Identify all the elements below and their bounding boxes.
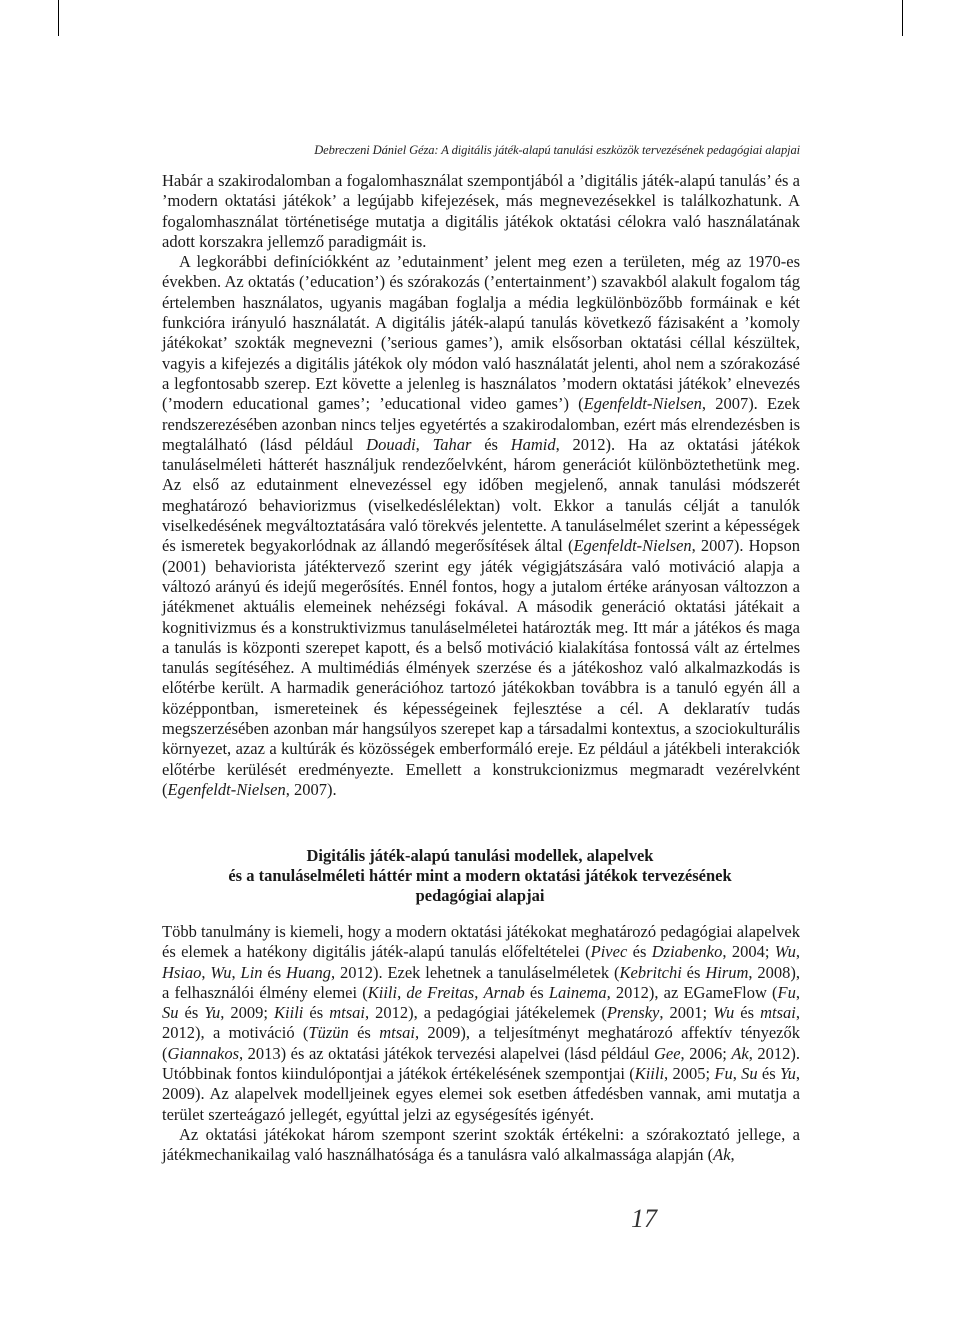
section-1-text [162, 171, 800, 800]
citation-name: Wu [210, 962, 232, 982]
citation-name: Kiili [367, 982, 398, 1002]
citation-name: Hirum [705, 962, 749, 982]
citation-name: Hsiao [162, 962, 202, 982]
section-heading [160, 846, 800, 906]
citation-name: Tüzün [308, 1023, 349, 1043]
citation-name: Egenfeldt-Nielsen [583, 394, 702, 414]
section-heading-line: és a tanuláselméleti háttér mint a modern oktatási játékok tervezésének [228, 866, 732, 885]
section-heading-line: pedagógiai alapjai [415, 886, 545, 905]
citation-name: Douadi [366, 434, 416, 454]
citation-name: Lainema [548, 982, 607, 1002]
citation-name: Kiili [274, 1003, 304, 1023]
citation-name: Pivec [590, 942, 628, 962]
citation-name: mtsai [760, 1003, 796, 1023]
citation-name: Arnab [483, 982, 525, 1002]
citation-name: Su [162, 1003, 179, 1023]
citation-name: Wu [713, 1003, 735, 1023]
citation-name: de Freitas [406, 982, 475, 1002]
page-number: 17 [631, 1204, 657, 1233]
citation-name: mtsai [379, 1023, 415, 1043]
citation-name: Prensky [606, 1003, 660, 1023]
citation-name: Yu [204, 1003, 221, 1023]
running-header: Debreczeni Dániel Géza: A digitális játék-alapú tanulási eszközök tervezésének pedagógiai alapjai [314, 143, 800, 157]
citation-name: Tahar [432, 434, 472, 454]
citation-name: Ak [713, 1145, 731, 1165]
citation-name: Hamid [510, 434, 556, 454]
citation-name: Yu [779, 1064, 796, 1084]
citation-name: Lin [240, 962, 263, 982]
citation-name: Egenfeldt-Nielsen [167, 779, 286, 799]
citation-name: Gee [653, 1043, 681, 1063]
citation-name: Ak [731, 1043, 749, 1063]
citation-name: Su [741, 1064, 758, 1084]
paragraph: Habár a szakirodalomban a fogalomhasználat szempontjából a ’digitális játék-alapú tanulás’ és a ’modern oktatási játékok’ a legújabb kifejezések, más megnevezésekkel is találkozhatunk. A fogalomhasználat történetisége mutatja a digitális játékok oktatási célokra való használatának adott korszakra jellemző paradigmáit is. [162, 171, 800, 251]
citation-name: Fu [777, 982, 796, 1002]
citation-name: Kiili [634, 1064, 665, 1084]
citation-name: Egenfeldt-Nielsen [573, 536, 692, 556]
citation-name: Dziabenko [651, 942, 723, 962]
paragraph: A legkorábbi definíciókként az ’edutainment’ jelent meg ezen a területen, még az 1970-es években. Az oktatás (’education’) és szórakozás (’entertainment’) szavakból alakult fogalom tág értelemben használatos, ugyanis magában foglalja a média legkülönbözőbb formáinak e két funkcióra irányuló használatát. A digitális játék-alapú tanulás következő fázisaként a ’komoly játékokat’ szokták megnevezni (’serious games’), amik elsősorban oktatási céllal készültek, vagyis a kifejezés a digitális játékok oly módon való használatát jelenti, ahol nem a szórakozásé a legfontosabb szerep. Ezt követte a jelenleg is használatos ’modern oktatási játékok’ elnevezés (’modern educational games’; ’educational video games’) (Egenfeldt-Nielsen, 2007). Ezek rendszerezésében azonban nincs teljes egyetértés a szakirodalomban, ezért más elrendezésben is megtalálható (lásd például Douadi, Tahar és Hamid, 2012). Ha az oktatási játékok tanuláselméleti hátterét használjuk rendezőelvként, három generációt különböztethetünk meg. Az első az edutainment elnevezéssel egy időben megjelenő, annak tanulási módszerét meghatározó behaviorizmus (viselkedéslélektan) volt. Ekkor a tanulás célját a tanulók viselkedésének megváltoztatására való törekvés jelentette. A tanuláselmélet szerint a képességek és ismeretek begyakorlódnak az állandó megerősítések által (Egenfeldt-Nielsen, 2007). Hopson (2001) behaviorista játéktervező szerint egy játék végigjátszására való motiváció alapja a változó arányú és idejű megerősítés. Ennél fontos, hogy a jutalom értéke arányosan változzon a játékmenet aktuális elemeinek nehézségi fokával. A második generáció oktatási játékait a kognitivizmus és a konstruktivizmus tanuláselméletei határozták meg. Itt már a játékos és maga a tanulás is központi szerepet kapott, és a belső motiváció kialakítása fontossá vált az értelmes tanulás segítéséhez. A multimédiás élmények szerzése és a játékoshoz való alkalmazkodás is előtérbe került. A harmadik generációhoz tartozó játékokban továbbra is a tanuló egyén áll a középpontban, ismereteinek és képességeinek fejlesztése a cél. A deklaratív tudás megszerzésében azonban már hangsúlyos szerepet kap a társadalmi kontextus, a szociokulturális környezet, azaz a kultúrák és közösségek emberformáló ereje. Ez például a játékbeli interakciók előtérbe kerülését eredményezte. Emellett a konstrukcionizmus megmaradt vezérelvként (Egenfeldt-Nielsen, 2007). [162, 252, 801, 799]
paragraph: Több tanulmány is kiemeli, hogy a modern oktatási játékokat meghatározó pedagógiai alapelvek és elemek a hatékony digitális játék-alapú tanulás előfeltételei (Pivec és Dziabenko, 2004; Wu, Hsiao, Wu, Lin és Huang, 2012). Ezek lehetnek a tanuláselméletek (Kebritchi és Hirum, 2008), a felhasználói élmény elemei (Kiili, de Freitas, Arnab és Lainema, 2012), az EGameFlow (Fu, Su és Yu, 2009; Kiili és mtsai, 2012), a pedagógiai játékelemek (Prensky, 2001; Wu és mtsai, 2012), a motiváció (Tüzün és mtsai, 2009), a teljesítményt meghatározó affektív tényezők (Giannakos, 2013) és az oktatási játékok tervezési alapelvei (lásd például Gee, 2006; Ak, 2012). Utóbbinak fontos kiindulópontjai a játékok értékelésének szempontjai (Kiili, 2005; Fu, Su és Yu, 2009). Az alapelvek modelljeinek egyes elemei sok esetben átfedésben vannak, ami mutatja a terület szerteágazó jellegét, egyúttal jelzi az egységesítés igényét. [162, 922, 801, 1124]
citation-name: Kebritchi [619, 962, 682, 982]
citation-name: Wu [774, 942, 796, 962]
paragraph: Az oktatási játékokat három szempont szerint szokták értékelni: a szórakoztató jellege, a játékmechanikailag való használhatósága és a tanulásra való alkalmassága alapján (Ak, [162, 1124, 800, 1165]
section-2-text [162, 922, 800, 1166]
citation-name: Fu [714, 1064, 733, 1084]
section-heading-line: Digitális játék-alapú tanulási modellek, alapelvek [306, 846, 654, 865]
citation-name: Huang [286, 962, 331, 982]
crop-mark-top-left [58, 0, 59, 36]
crop-mark-top-right [902, 0, 903, 36]
citation-name: Giannakos [167, 1043, 239, 1063]
citation-name: mtsai [329, 1003, 365, 1023]
